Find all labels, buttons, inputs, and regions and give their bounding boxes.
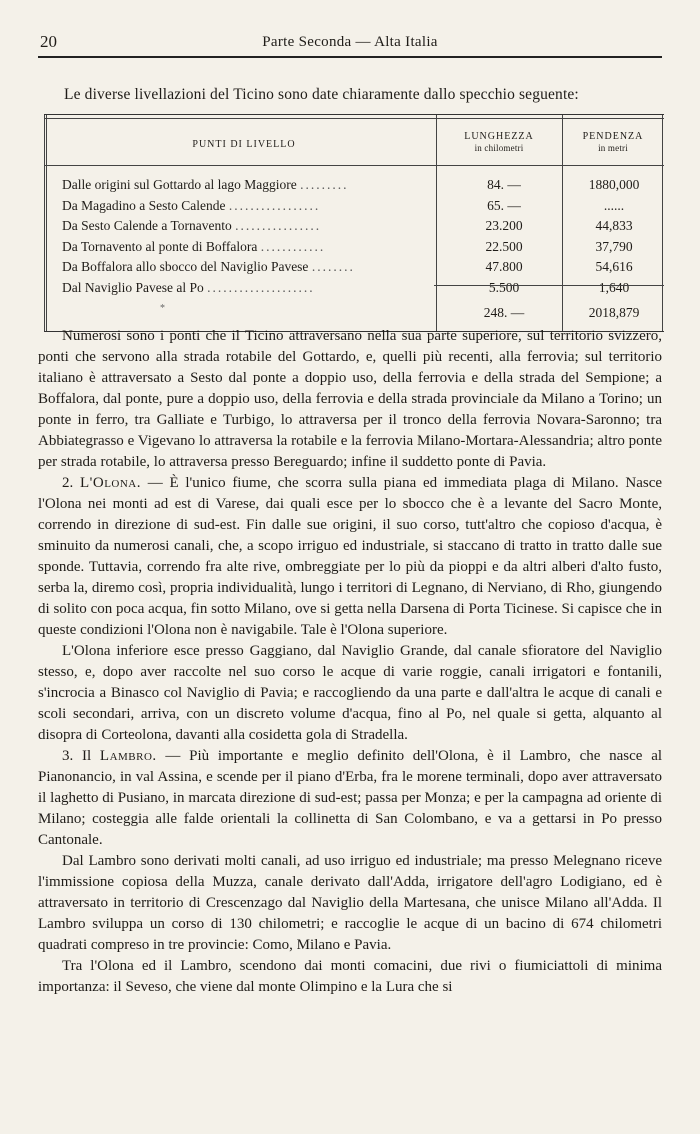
page-number: 20 [40,32,57,51]
levels-table [44,114,664,332]
paragraph-lambro: 3. Il Lambro. — Più importante e meglio definito dell'Olona, è il Lambro, che nasce al Pianonancio, in val Assina, e scende per il piano d'Erba, fra le morene terminali, dopo aver attraversato il laghetto di Pusiano, in marcata direzione di sud-est; passa per Monza; e per la campagna ad oriente di Milano; costeggia alle falde orientali la collinetta di San Colombano, e va a gettarsi in Po presso Cantonale. [38,748,663,848]
star-mark: * [160,303,165,314]
paragraph-olona-inferiore: L'Olona inferiore esce presso Gaggiano, dal Naviglio Grande, dal canale sfioratore del Naviglio stesso, e, dopo aver raccolte nel suo corso le acque di varie roggie, canali irrigatori e fontanili, s'incrocia a Binasco col Naviglio di Pavia; e raccogliendo da una parte e dall'altra le acque di canali e scoli secondari, arriva, con un discreto volume d'acqua, fino al Po, nel quale si getta, alquanto al disopra di Corteolona, davanti alla cosidetta gola di Stradella. [38,643,662,743]
table-intro: Le diverse livellazioni del Ticino sono date chiaramente dallo specchio seguente: [64,86,579,103]
paragraph-olona: 2. L'Olona. — È l'unico fiume, che scorra sulla piana ed immediata plaga di Milano. Nasce l'Olona nei monti ad est di Varese, dai quali esce per lo sbocco che è a levante del Sacro Monte, correndo in direzione di sud-est. Fin dalle sue origini, il suo corso, tutt'altro che copioso d'acqua, è sminuito da numerosi canali, che, a scopo irriguo ed industriale, si staccano di tratto in tratto dalle sue sponde. Tuttavia, correndo fra alte rive, ombreggiate per lo più da pioppi e da altri alberi d'alto fusto, serba la, diremo così, propria individualità, lungo i territori di Legnano, di Nerviano, di Rho, giungendo di solito con poca acqua, fin sotto Milano, ove si getta nella Darsena di Porta Ticinese. Si capisce che in queste condizioni l'Olona non è navigabile. Tale è l'Olona superiore. [38,475,663,638]
table-total-row [44,305,664,325]
header-pendenza: PENDENZA in metri [582,131,644,153]
header-lunghezza: LUNGHEZZA in chilometri [464,131,534,153]
running-title: Parte Seconda — Alta Italia [262,34,438,50]
paragraph-lambro-canali: Dal Lambro sono derivati molti canali, ad uso irriguo ed industriale; ma presso Melegnano riceve l'immissione copiosa della Muzza, canale derivato dall'Adda, irrigatore dell'agro Lodigiano, ed è attraversato in territorio di Crescenzago dal Naviglio della Martesana, che unisce Milano all'Adda. Il Lambro sviluppa un corso di 130 chilometri; e raccoglie le acque di un bacino di 674 chilometri quadrati compreso in tre provincie: Como, Milano e Pavia. [38,853,662,953]
paragraph-ponti: Numerosi sono i ponti che il Ticino attraversano nella sua parte superiore, sul territorio svizzero, ponti che servono alla strada rotabile del Gottardo, e, quelli più recenti, alla ferrovia; sul territorio italiano è attraversato a Sesto dal ponte a doppio uso, della ferrovia e della strada del Sempione; a Boffalora, dal ponte, pure a doppio uso, della ferrovia e della strada provinciale da Milano a Torino; un ponte in ferro, tra Galliate e Turbigo, lo attraversa per il tronco della ferrovia Novara-Saronno; tra Abbiategrasso e Vigevano lo attraversa la rotabile e la ferrovia Milano-Mortara-Alessandria; altro ponte per strada rotabile, lo attraversa presso Bereguardo; infine il suddetto ponte di Pavia. [38,328,662,470]
table-row: Da Sesto Calende a Tornavento ................ 23.200 44,833 [62,218,633,233]
paragraph-seveso-lura: Tra l'Olona ed il Lambro, scendono dai monti comacini, due rivi o fiumiciattoli di minima importanza: il Seveso, che viene dal monte Olimpino e la Lura che si [38,958,662,995]
body-text [38,326,662,998]
section-title-olona: L'Olona. [80,475,141,491]
table-header-rule [44,165,664,166]
table-row: Da Tornavento al ponte di Boffalora ............ 22.500 37,790 [62,238,633,254]
header-rule [38,56,662,58]
total-rule [434,285,664,286]
running-head [38,28,662,58]
table-top-rule [44,118,664,119]
total-slope: 2018,879 [588,305,640,320]
section-title-lambro: Lambro. [99,748,157,764]
header-punti: PUNTI DI LIVELLO [192,139,296,150]
table-rows [44,177,664,300]
total-length: 248. — [483,305,525,320]
table-row: Dalle origini sul Gottardo al lago Maggiore ......... 84. — 1880,000 [62,177,640,192]
table-row: Da Magadino a Sesto Calende ................. 65. — ...... [62,197,625,213]
table-row: Da Boffalora allo sbocco del Naviglio Pavese ........ 47.800 54,616 [62,259,633,274]
table-row: Dal Naviglio Pavese al Po .................... 5.500 1,640 [62,279,630,295]
